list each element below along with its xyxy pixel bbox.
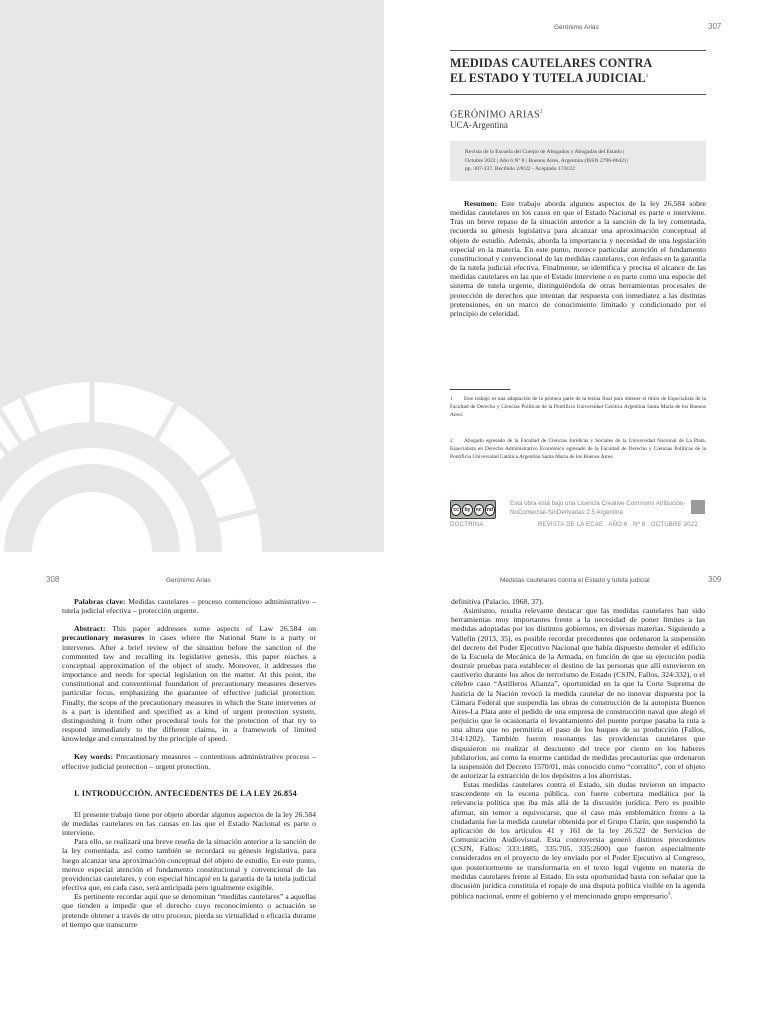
paragraph-3: Es pertinente recordar aquí que se denominan “medidas cautelares” a aquellas que tienden a impedir que el derecho cuyo reconocimiento o actuación se pretende obtener a través de otro proceso, pierda su virtualidad o eficacia durante el tiempo que transcurre xyxy=(62,892,316,929)
info-line-3: pp. 307-337. Recibido 2/8/22 - Aceptado 17/8/22 xyxy=(465,166,575,173)
title-rule-top xyxy=(450,50,706,51)
keywords-text: Medidas cautelares – proceso contencioso administrativo – tutela judicial efectiva – protección urgente. xyxy=(62,597,317,616)
spacer xyxy=(62,615,316,624)
article-title xyxy=(450,56,710,85)
section-label: DOCTRINA xyxy=(450,522,484,528)
abstract-en-post: in cases where the National State is a party or intervenes. After a brief review of the situation before the sanction of the commented law and recalling its legislative genesis, this paper reaches a conceptual approximation of the object of study. Moreover, it addresses the importance and needs for special legislation on the matter. At this point, the constitutional and conventional foundation of precautionary measures deserves particular focus, emphasizing the guarantee of effective judicial protection. Finally, the scope of the precautionary measures in which the State intervenes or is a part is identified and specified as a kind of urgent protection system, distinguishing it from other procedural tools for the protection of that try to respond immediately to the different claims, in a framework of limited knowledge and constrained by the principle of speed. xyxy=(62,633,317,744)
by-icon: by xyxy=(462,504,472,516)
paragraph-1: definitiva (Palacio, 1968, 37). xyxy=(451,597,544,606)
author-text: GERÓNIMO ARIAS xyxy=(450,109,541,121)
section-heading: I. INTRODUCCIÓN. ANTECEDENTES DE LA LEY 26.854 xyxy=(74,788,297,798)
running-head: Gerónimo Arias xyxy=(554,24,599,31)
abstract-text: Este trabajo aborda algunos aspectos de la ley 26.584 sobre medidas cautelares en los casos en que el Estado Nacional es parte o interviene. Tras un breve repaso de la situación anterior a la sanción de la ley comentada, recuerda su génesis legislativa para alcanzar una aproximación conceptual al objeto de estudio. Además, aborda la importancia y necesidad de una legislación especial en la materia. En este punto, merece particular atención el fundamento constitucional y convencional de las medidas cautelares, con énfasis en la garantía de la tutela judicial efectiva. Finalmente, se identifica y precisa el alcance de las medidas cautelares en las que el Estado interviene o es parte como una especie del sistema de tutela urgente, distinguiéndola de otras herramientas procesales de protección de derechos que intentan dar respuesta con inmediatez a las distintas pretensiones, en un marco de conocimiento limitado y condicionado por el principio de celeridad. xyxy=(450,199,707,318)
keywords-label: Palabras clave: xyxy=(74,597,126,606)
paragraph-1: El presente trabajo tiene por objeto abordar algunos aspectos de la ley 26.584 de medidas cautelares en las causas en las que el Estado Nacional es parte o interviene. xyxy=(62,809,316,838)
abstract-en-label: Abstract: xyxy=(74,624,106,634)
info-line-2: Octubre 2022 | Año 6 Nº 8 | Buenos Aires, Argentina (ISSN 2796-8642) | xyxy=(465,157,629,164)
title-line-2: EL ESTADO Y TUTELA JUDICIAL xyxy=(450,71,646,86)
footnote-1-number: 1 xyxy=(450,396,453,402)
keywords-en xyxy=(62,752,316,770)
page-number: 309 xyxy=(708,575,722,584)
spacer xyxy=(62,743,316,752)
author-institution: UCA-Argentina xyxy=(450,120,508,130)
title-rule-bottom xyxy=(450,94,706,95)
footnote-2-text: Abogado egresado de la Facultad de Ciencias Jurídicas y Sociales de la Universidad Nacional de La Plata. Especialista en Derecho Administrativo Económico egresado de la Facultad de Derecho y Ciencias Políticas de la Pontificia Universidad Católica Argentina Santa María de los Buenos Aires. xyxy=(450,438,706,460)
page-307 xyxy=(384,0,768,552)
body-column xyxy=(62,597,316,929)
running-head: Gerónimo Arias xyxy=(166,577,211,584)
spanish-abstract xyxy=(450,199,706,318)
spacer xyxy=(62,798,316,810)
footnote-2-number: 2 xyxy=(450,438,453,444)
footnote-1-text: Este trabajo es una adaptación de la primera parte de la tesina final para obtener el título de Especialista de la Facultad de Derecho y Ciencias Políticas de la Pontificia Universidad Católica Argentina Santa María de los Buenos Aires. xyxy=(450,396,706,418)
keywords-en-label: Key words: xyxy=(74,752,114,762)
paragraph-3-text: Estas medidas cautelares contra el Estado, sin dudas tuvieron un impacto trascendente en la escena pública, con fuerte cobertura mediática por la relevancia política que iba más allá de la discusión jurídica. Pero es posible afirmar, sin temor a equivocarse, que el caso más emblemático frente a la ciudadanía fue la medida cautelar obtenida por el Grupo Clarín, que suspendió la aplicación de los artículos 41 y 161 de la ley 26.522 de Servicios de Comunicación Audiovisual. Esta controversia generó distintos precedentes (CSJN, Fallos: 333:1885, 335:705, 335:2600) que fueron especialmente considerados en el proyecto de ley enviado por el Poder Ejecutivo al Congreso, que posteriormente se transformaría en el texto legal vigente en materia de medidas cautelares frente al Estado. En esta oportunidad basta con señalar que la discusión jurídica constituía el ropaje de una disputa política visible en la agenda pública nacional, entre el gobierno y el mencionado grupo empresario xyxy=(451,780,705,901)
keywords-es xyxy=(62,597,316,615)
abstract-label: Resumen: xyxy=(464,199,498,208)
page-308 xyxy=(0,566,384,1024)
journal-footer: REVISTA DE LA ECAE . AÑO 6 . Nº 8 . OCTUBRE 2022 xyxy=(538,522,698,528)
nc-icon: nc xyxy=(474,504,484,516)
cover-panel xyxy=(0,0,384,552)
keywords-en-text: Precautionary measures – contentious administrative process – effective judicial protection – urgent protection. xyxy=(62,752,317,771)
page-309 xyxy=(384,566,768,1024)
title-footnote-ref: 1 xyxy=(645,74,649,79)
footnote-rule xyxy=(450,389,510,390)
running-head: Medidas cautelares contra el Estado y tutela judicial xyxy=(500,577,650,584)
footnote-2 xyxy=(450,437,706,461)
abstract-en-pre: This paper addresses some aspects of Law 26.584 on xyxy=(112,624,316,634)
english-abstract xyxy=(62,624,316,743)
nd-icon: nd xyxy=(485,504,495,516)
journal-emblem-graphic xyxy=(0,0,384,552)
paragraph-2: Para ello, se realizará una breve reseña de la situación anterior a la sanción de la ley comentada, así como también se recordará su génesis legislativa, para luego alcanzar una aproximación conceptual del objeto de estudio. En este punto, merece especial atención el fundamento constitucional y convencional de las providencias cautelares, y con especial hincapié en la garantía de la tutela judicial efectiva que, en cada caso, será anticipada pero igualmente exigible. xyxy=(62,837,316,893)
title-line-1: MEDIDAS CAUTELARES CONTRA xyxy=(450,56,653,70)
footnote-1 xyxy=(450,395,706,419)
page-number: 308 xyxy=(46,575,60,584)
license-square-icon xyxy=(691,500,705,514)
publication-info-box xyxy=(450,141,706,181)
body-column xyxy=(451,597,705,901)
creative-commons-badge xyxy=(450,500,496,519)
license-text: Esta obra está bajo una Licencia Creative Commons Atribución-NoComercial-SinDerivadas 2.5 Argentina xyxy=(510,500,686,516)
paragraph-2: Asimismo, resulta relevante destacar que las medidas cautelares han sido herramientas muy importantes frente a la necesidad de poner límites a las medidas adoptadas por los distintos gobiernos, en diversas materias. Siguiendo a Vallefín (2013, 35), es posible recordar precedentes que ordenaron la suspensión del decreto del Poder Ejecutivo Nacional que había dispuesto demoler el edificio de la Escuela de Mecánica de la Armada, en función de que su ejecución podía destruir pruebas para establecer el destino de las personas que allí estuvieron en cautiverio durante los años de terrorismo de Estado (CSJN, Fallos, 324:332), o el célebre caso “Astilleros Alianza”, oportunidad en la que la Corte Suprema de Justicia de la Nación revocó la medida cautelar de no innovar dispuesta por la Cámara Federal que suspendía las obras de construcción de la autopista Buenos Aires-La Plata ante el pedido de una empresa de construcción naval que alegó el perjuicio que le ocasionaría el levantamiento del puente porque pasaba la ruta a una altura que no permitiría el paso de los buques de su producción (Fallos, 314:1202). También fueron resonantes las providencias cautelares que dispusieron no realizar el descuento del trece por ciento en los haberes jubilatorios, así como la enorme cantidad de medidas precautorias que ordenaron la suspensión del Decreto 1570/01, más conocido como “corralito”, con el objeto de autorizar la extracción de los depósitos a los ahorristas. xyxy=(451,606,705,780)
author-footnote-ref: 2 xyxy=(540,110,543,115)
paragraph-3: Estas medidas cautelares contra el Estado, sin dudas tuvieron un impacto trascendente en la escena pública, con fuerte cobertura mediática por la relevancia política que iba más allá de la discusión jurídica. Pero es posible afirmar, sin temor a equivocarse, que el caso más emblemático frente a la ciudadanía fue la medida cautelar obtenida por el Grupo Clarín, que suspendió la aplicación de los artículos 41 y 161 de la ley 26.522 de Servicios de Comunicación Audiovisual. Esta controversia generó distintos precedentes (CSJN, Fallos: 333:1885, 335:705, 335:2600) que fueron especialmente considerados en el proyecto de ley enviado por el Poder Ejecutivo al Congreso, que posteriormente se transformaría en el texto legal vigente en materia de medidas cautelares frente al Estado. En esta oportunidad basta con señalar que la discusión jurídica constituía el ropaje de una disputa política visible en la agenda pública nacional, entre el gobierno y el mencionado grupo empresario$^3$. xyxy=(451,780,705,901)
spacer xyxy=(62,771,316,789)
page-number: 307 xyxy=(708,22,722,31)
footnote-ref-3: 3 xyxy=(667,892,671,897)
abstract-en-bold: precautionary measures xyxy=(62,633,145,643)
info-line-1: Revista de la Escuela del Cuerpo de Abogados y Abogadas del Estado | xyxy=(465,149,625,155)
cc-icon: cc xyxy=(451,504,461,516)
